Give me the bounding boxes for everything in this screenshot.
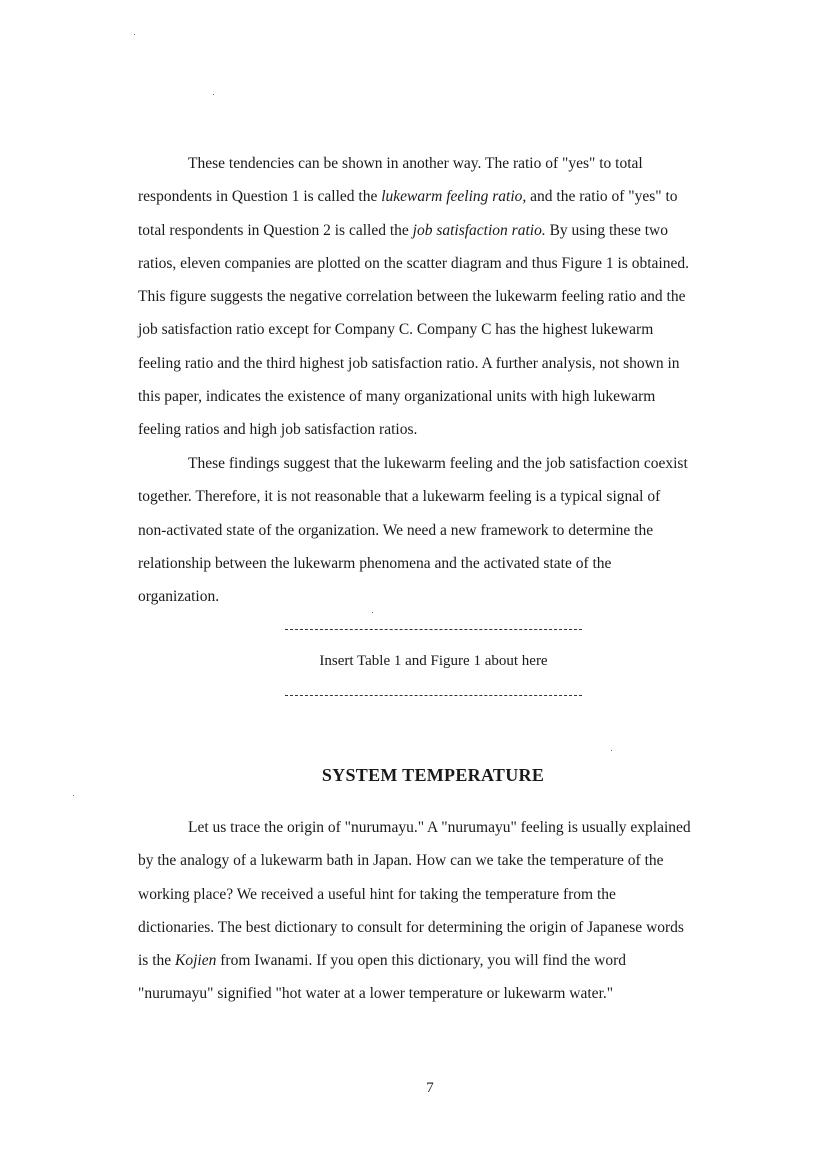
text-line: together. Therefore, it is not reasonable that a lukewarm feeling is a typical signal of (138, 488, 661, 506)
text-line: ratios, eleven companies are plotted on the scatter diagram and thus Figure 1 is obtained. (138, 254, 689, 272)
scan-speck (611, 750, 612, 751)
term-job-satisfaction-ratio: job satisfaction ratio. (412, 221, 546, 239)
text-line: "nurumayu" signified "hot water at a lower temperature or lukewarm water." (138, 985, 614, 1003)
text-line (138, 944, 738, 977)
text-line (138, 214, 738, 247)
text-span: respondents in Question 1 is called the (138, 188, 382, 206)
scan-speck (213, 94, 214, 95)
text-line (138, 180, 738, 213)
text-line: feeling ratios and high job satisfaction ratios. (138, 421, 418, 439)
text-line: This figure suggests the negative correlation between the lukewarm feeling ratio and the (138, 288, 686, 306)
page-number: 7 (426, 1080, 434, 1096)
text-line: relationship between the lukewarm phenomena and the activated state of the (138, 554, 612, 572)
text-line: Let us trace the origin of "nurumayu." A "nurumayu" feeling is usually explained (188, 819, 691, 836)
text-span: and the ratio of "yes" to (526, 188, 678, 206)
text-line: non-activated state of the organization. We need a new framework to determine the (138, 521, 654, 539)
text-line: by the analogy of a lukewarm bath in Japan. How can we take the temperature of the (138, 852, 664, 870)
term-lukewarm-feeling-ratio: lukewarm feeling ratio, (381, 188, 527, 206)
text-span: By using these two (545, 221, 668, 239)
paragraph-system-temperature (138, 811, 738, 1011)
section-heading: SYSTEM TEMPERATURE (321, 764, 545, 785)
term-kojien: Kojien (175, 952, 217, 970)
text-line: These findings suggest that the lukewarm feeling and the job satisfaction coexist (188, 455, 688, 472)
insert-placeholder-note: Insert Table 1 and Figure 1 about here (319, 653, 548, 669)
text-span: from Iwanami. If you open this dictionary, you will find the word (216, 952, 627, 970)
scan-speck (134, 34, 135, 35)
text-line: dictionaries. The best dictionary to consult for determining the origin of Japanese words (138, 918, 684, 936)
scan-speck (73, 795, 74, 796)
dashed-divider-top (285, 629, 582, 630)
text-line: These tendencies can be shown in another way. The ratio of "yes" to total (188, 155, 643, 172)
dashed-divider-bottom (285, 695, 582, 696)
text-line: this paper, indicates the existence of many organizational units with high lukewarm (138, 388, 656, 406)
text-span: is the (138, 952, 176, 970)
text-line: working place? We received a useful hint for taking the temperature from the (138, 885, 616, 903)
text-line: feeling ratio and the third highest job satisfaction ratio. A further analysis, not shown in (138, 354, 680, 372)
paragraph-ratios (138, 147, 738, 447)
text-line: job satisfaction ratio except for Company C. Company C has the highest lukewarm (138, 321, 654, 339)
text-span: total respondents in Question 2 is called the (138, 221, 413, 239)
text-line: organization. (138, 588, 220, 606)
paragraph-findings (138, 447, 738, 613)
